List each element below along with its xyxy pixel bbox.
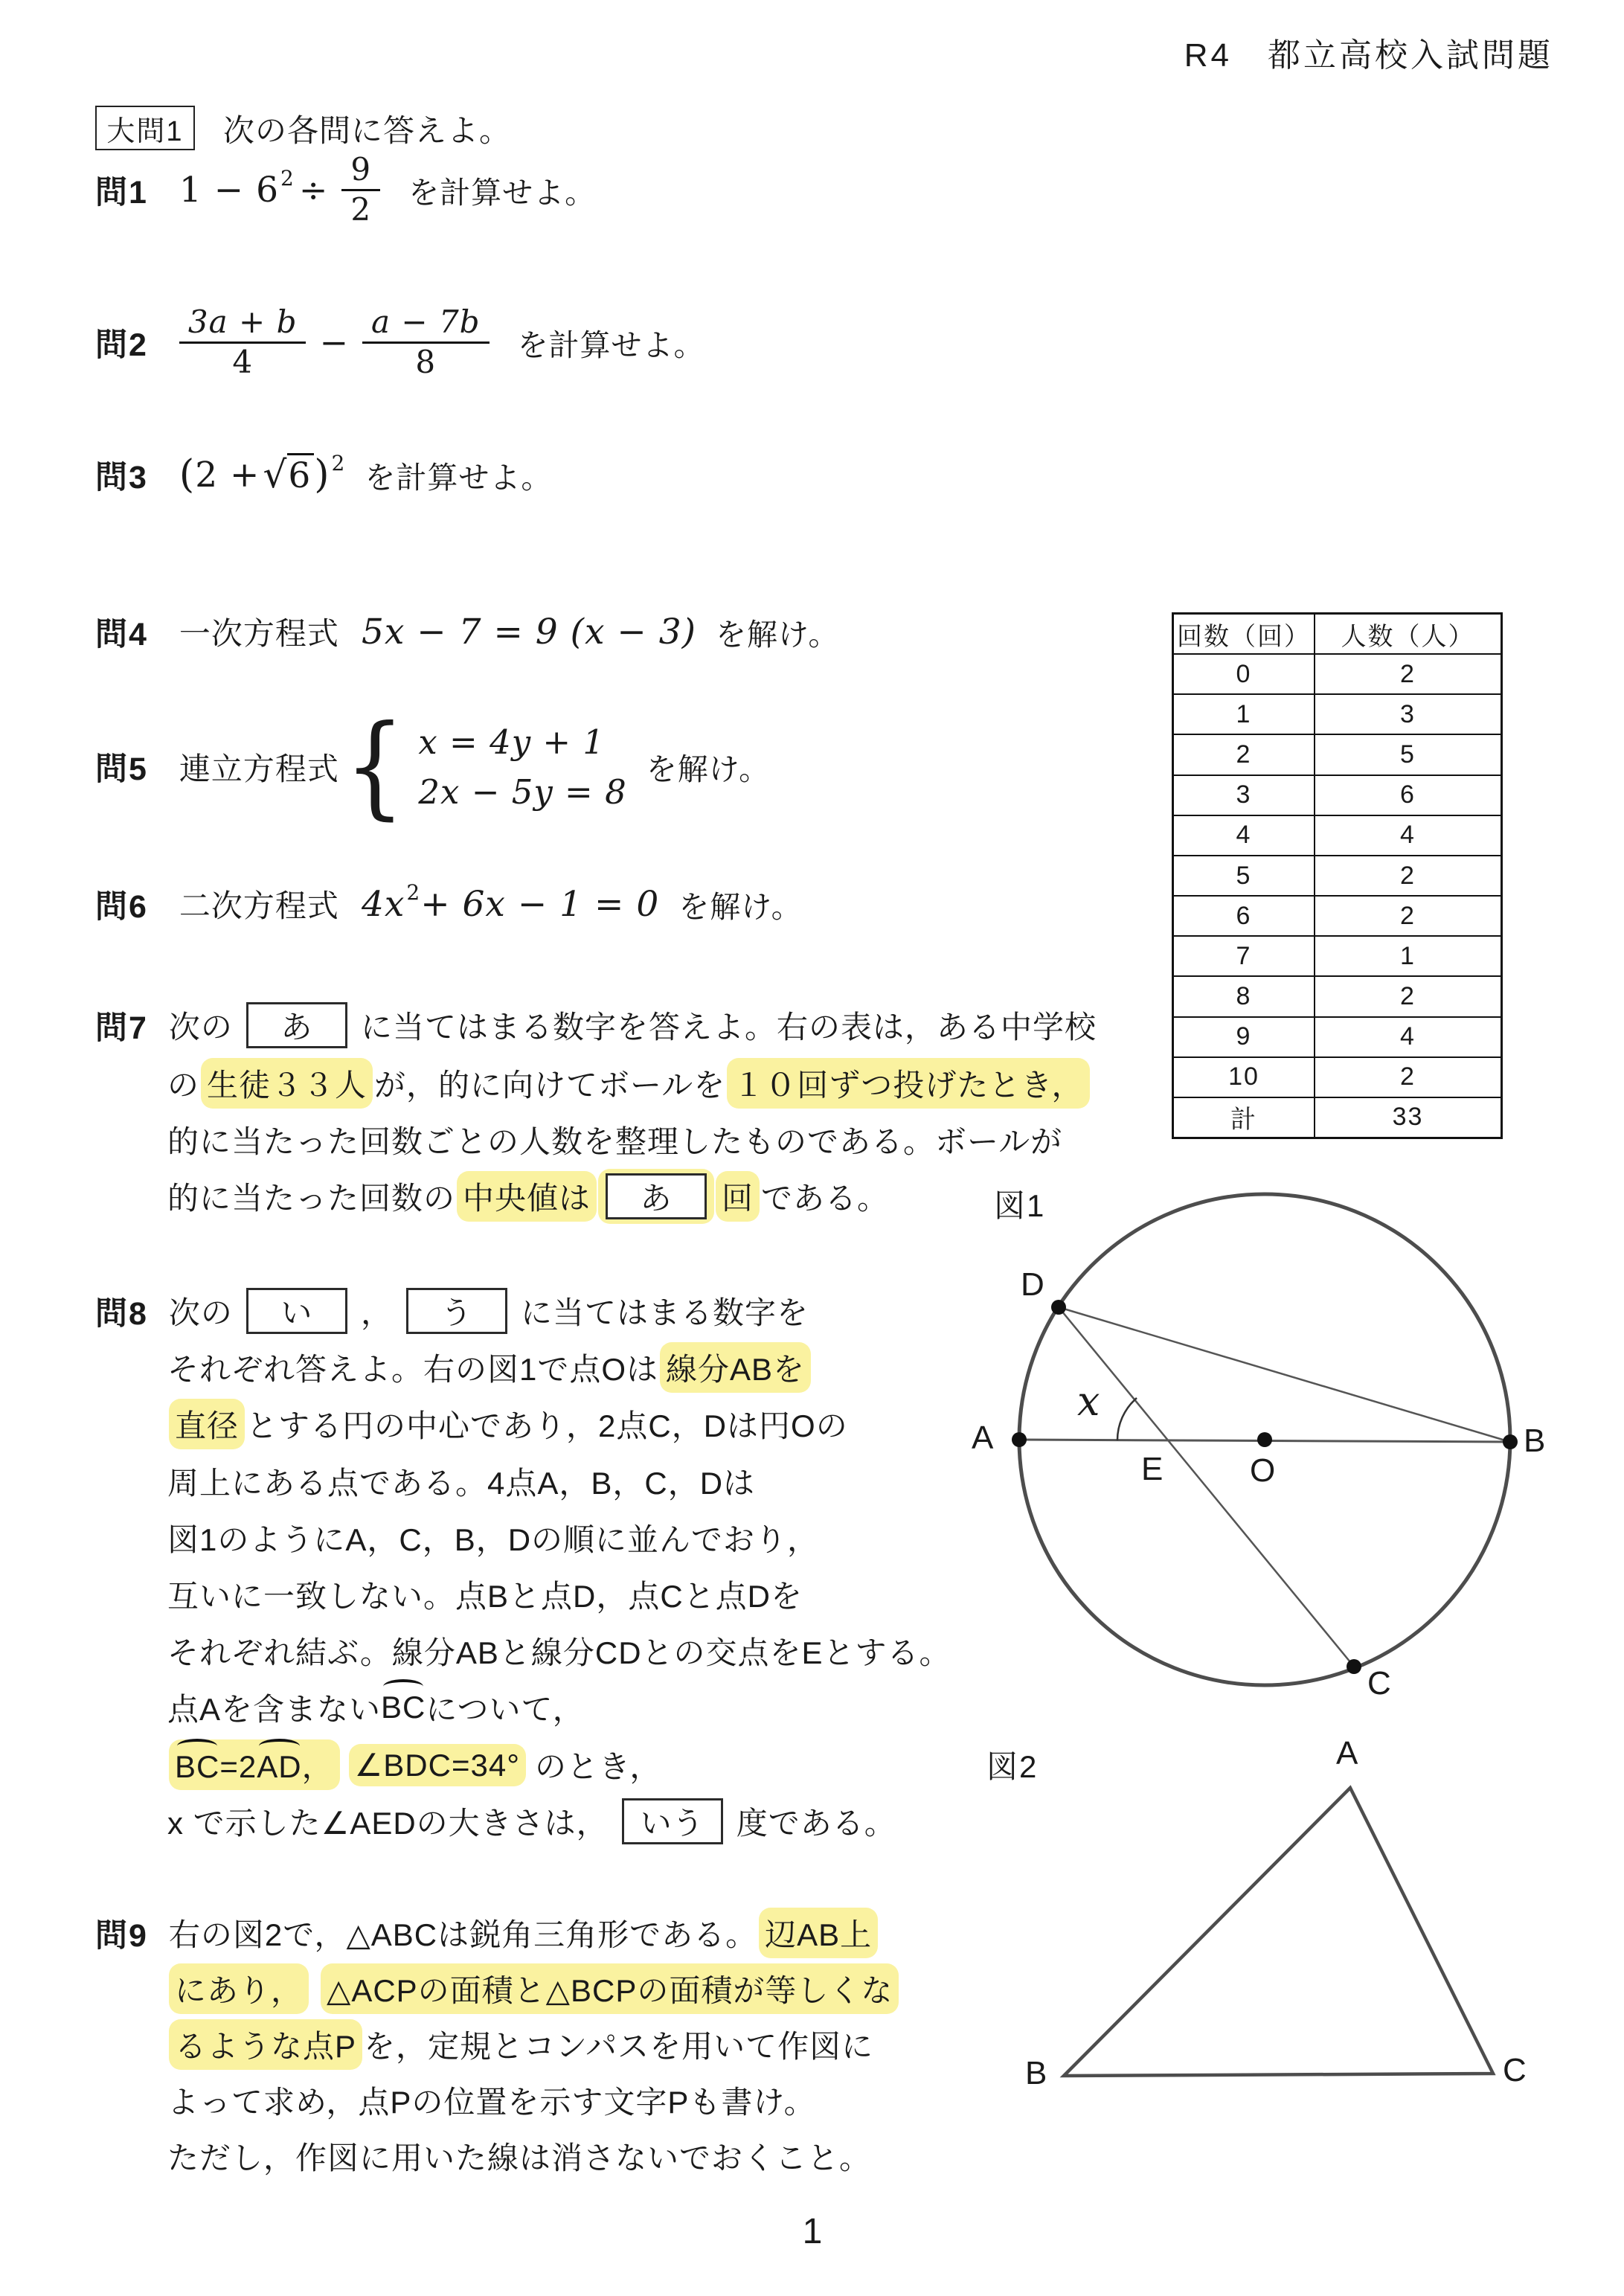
figure1-circle-diagram [997, 1178, 1532, 1706]
table-row: 1 3 [1174, 693, 1501, 734]
answer-blank-u: う [406, 1288, 507, 1334]
highlight-side-ab: 辺AB上 [759, 1908, 878, 1958]
q8-line-3: 直径 とする円の中心であり，2点C，Dは円Oの [167, 1401, 848, 1447]
q8-line-7: それぞれ結ぶ。線分ABと線分CDとの交点をEとする。 [167, 1635, 951, 1670]
point-a-dot [1012, 1432, 1027, 1447]
table-total-row: 計 33 [1174, 1097, 1501, 1137]
q7-line-2: の 生徒３３人 が，的に向けてボールを １０回ずつ投げたとき， [167, 1060, 1091, 1106]
angle-x-arc [1117, 1398, 1137, 1440]
q9-line-3: るような点P を，定規とコンパスを用いて作図に [167, 2021, 873, 2068]
highlight-diameter: 直径 [169, 1399, 245, 1449]
problem-2 [95, 296, 705, 388]
q5-label: 問5 [95, 751, 148, 787]
q8-label: 問8 [95, 1295, 148, 1332]
q8-line-8: 点Aを含まない BC について， [167, 1690, 585, 1727]
fig1-label-d: D [1021, 1266, 1044, 1303]
highlight-segment-ab: 線分ABを [660, 1342, 811, 1393]
highlight-students-33: 生徒３３人 [201, 1058, 373, 1109]
q9-line-1: 問9 右の図2で，△ABCは鋭角三角形である。 辺AB上 [95, 1910, 879, 1956]
section-label: 大問1 [106, 115, 184, 147]
answer-blank-iu: いう [622, 1798, 723, 1844]
problem-4 [95, 609, 839, 655]
q9-line-2 [167, 1966, 900, 2012]
answer-blank-i: い [246, 1288, 347, 1334]
q1-label: 問1 [95, 174, 148, 211]
table-row: 5 2 [1174, 855, 1501, 895]
q3-radicand: 6 [287, 453, 314, 496]
col-header-count: 回数（回） [1174, 615, 1315, 653]
q6-equation-base: 4x [361, 883, 405, 925]
answer-blank-a-2: あ [606, 1173, 707, 1219]
q3-instruction: を計算せよ。 [365, 460, 553, 495]
q5-lead: 連立方程式 [179, 751, 339, 786]
section-lead: 次の各問に答えよ。 [223, 113, 512, 148]
q6-label: 問6 [95, 888, 148, 925]
arc-bc-2: BC [175, 1749, 220, 1784]
radical-sign: √ [263, 453, 288, 496]
q3-label: 問3 [95, 459, 148, 496]
point-d-dot [1051, 1300, 1066, 1315]
q5-equation-2: 2x − 5y = 8 [418, 772, 627, 812]
page-title: R4 都立高校入試問題 [1184, 37, 1553, 74]
highlight-equal-areas: △ACPの面積と△BCPの面積が等しくな [321, 1963, 899, 2014]
point-c-dot [1347, 1659, 1361, 1674]
q8-line-4: 周上にある点である。4点A，B，C，Dは [167, 1466, 756, 1501]
fig1-label-o: O [1250, 1452, 1276, 1489]
chord-db [1059, 1307, 1510, 1442]
q4-instruction: を解け。 [715, 617, 840, 652]
table-row: 3 6 [1174, 775, 1501, 815]
fig1-label-e: E [1141, 1451, 1164, 1487]
table-row: 10 2 [1174, 1056, 1501, 1097]
page-number: 1 [802, 2212, 823, 2251]
q8-line-5: 図1のようにA，C，B，Dの順に並んでおり， [167, 1522, 820, 1557]
chord-dc [1059, 1307, 1354, 1667]
q1-fraction: $\frac{9}{2}$ [341, 153, 380, 226]
col-header-people: 人数（人） [1341, 622, 1475, 651]
q8-line-10: x で示した∠AEDの大きさは， いう 度である。 [167, 1798, 896, 1844]
problem-1 [95, 146, 596, 234]
q1-expression: 1 − 6 [179, 169, 279, 211]
arc-bc: BC [381, 1690, 426, 1725]
table-row: 8 2 [1174, 975, 1501, 1016]
q7-line-3: 的に当たった回数ごとの人数を整理したものである。ボールが [167, 1124, 1063, 1159]
fig1-label-a: A [972, 1420, 994, 1456]
table-row: 7 1 [1174, 935, 1501, 975]
q8-line-6: 互いに一致しない。点Bと点D，点Cと点Dを [167, 1579, 803, 1614]
fig2-label-b: B [1025, 2055, 1047, 2091]
q8-line-1: 問8 次の い ， う に当てはまる数字を [95, 1288, 809, 1334]
q1-instruction: を計算せよ。 [408, 175, 597, 210]
highlight-niari: にあり， [169, 1963, 309, 2014]
frequency-table [1172, 612, 1503, 1139]
q2-fraction-2: $\frac{a - 7b}{8}$ [362, 305, 490, 379]
q6-lead: 二次方程式 [179, 888, 339, 923]
q8-line-2: それぞれ答えよ。右の図1で点Oは 線分ABを [167, 1344, 812, 1391]
table-row: 0 2 [1174, 653, 1501, 693]
table-row: 4 4 [1174, 815, 1501, 855]
problem-3: 問3 ( 2 + √ 6 ) 2 を計算せよ。 [95, 450, 553, 497]
minus-operator: − [319, 322, 350, 362]
table-header-row [1174, 615, 1501, 653]
q2-label: 問2 [95, 327, 148, 363]
figure2-caption: 図2 [986, 1749, 1039, 1784]
problem-5 [95, 701, 771, 831]
table-row: 6 2 [1174, 895, 1501, 935]
q4-equation: 5x − 7 = 9 (x − 3) [361, 611, 696, 652]
q2-fraction-1: $\frac{3a + b}{4}$ [179, 305, 306, 379]
q7-line-1: 問7 次の あ に当てはまる数字を答えよ。右の表は，ある中学校 [95, 1002, 1097, 1048]
point-o-dot [1257, 1432, 1272, 1447]
highlight-point-p: るような点P [169, 2019, 362, 2070]
fig2-label-a: A [1336, 1735, 1358, 1771]
q5-system [418, 722, 626, 812]
highlight-kai: 回 [716, 1171, 760, 1222]
q8-line-9: BC=2AD， ∠BDC=34° のとき， [167, 1742, 661, 1788]
arc-ad: AD [257, 1749, 302, 1784]
answer-blank-a: あ [246, 1002, 347, 1048]
q2-instruction: を計算せよ。 [517, 327, 705, 362]
highlight-blank-wrap [598, 1169, 714, 1224]
fig1-label-b: B [1524, 1423, 1546, 1459]
q9-label: 問9 [95, 1917, 148, 1954]
q3-exponent: 2 [331, 450, 346, 475]
divide-operator: ÷ [298, 170, 329, 210]
q5-instruction: を解け。 [646, 752, 771, 786]
figure1-caption: 図1 [994, 1188, 1046, 1223]
q3-body: 2 + [195, 454, 260, 496]
fig2-label-c: C [1503, 2052, 1527, 2088]
table-row: 2 5 [1174, 734, 1501, 774]
q9-line-4: よって求め，点Pの位置を示す文字Pも書け。 [167, 2085, 816, 2120]
highlight-angle-bdc: ∠BDC=34° [349, 1744, 526, 1786]
q6-instruction: を解け。 [678, 889, 803, 924]
triangle-abc [1064, 1788, 1493, 2076]
q1-exponent: 2 [280, 165, 295, 190]
highlight-arc-equation: BC=2AD， [169, 1739, 340, 1790]
q5-equation-1: x = 4y + 1 [418, 722, 606, 762]
q7-label: 問7 [95, 1010, 148, 1046]
q4-label: 問4 [95, 616, 148, 652]
q7-line-4: 的に当たった回数の 中央値は あ 回 である。 [167, 1173, 889, 1219]
fig1-angle-x-label: x [1077, 1378, 1100, 1425]
highlight-10-throws: １０回ずつ投げたとき， [727, 1058, 1089, 1109]
point-b-dot [1503, 1434, 1518, 1449]
problem-6 [95, 881, 803, 927]
highlight-median: 中央値は [457, 1171, 597, 1222]
q4-lead: 一次方程式 [179, 616, 339, 651]
q6-equation-rest: + 6x − 1 = 0 [420, 883, 660, 925]
q6-exponent: 2 [406, 879, 421, 905]
system-brace: { [344, 701, 406, 831]
fig1-label-c: C [1367, 1665, 1391, 1702]
table-row: 9 4 [1174, 1016, 1501, 1056]
figure2-triangle-diagram [1042, 1774, 1518, 2094]
section-box [95, 106, 195, 150]
q9-line-5: ただし，作図に用いた線は消さないでおくこと。 [167, 2141, 872, 2175]
